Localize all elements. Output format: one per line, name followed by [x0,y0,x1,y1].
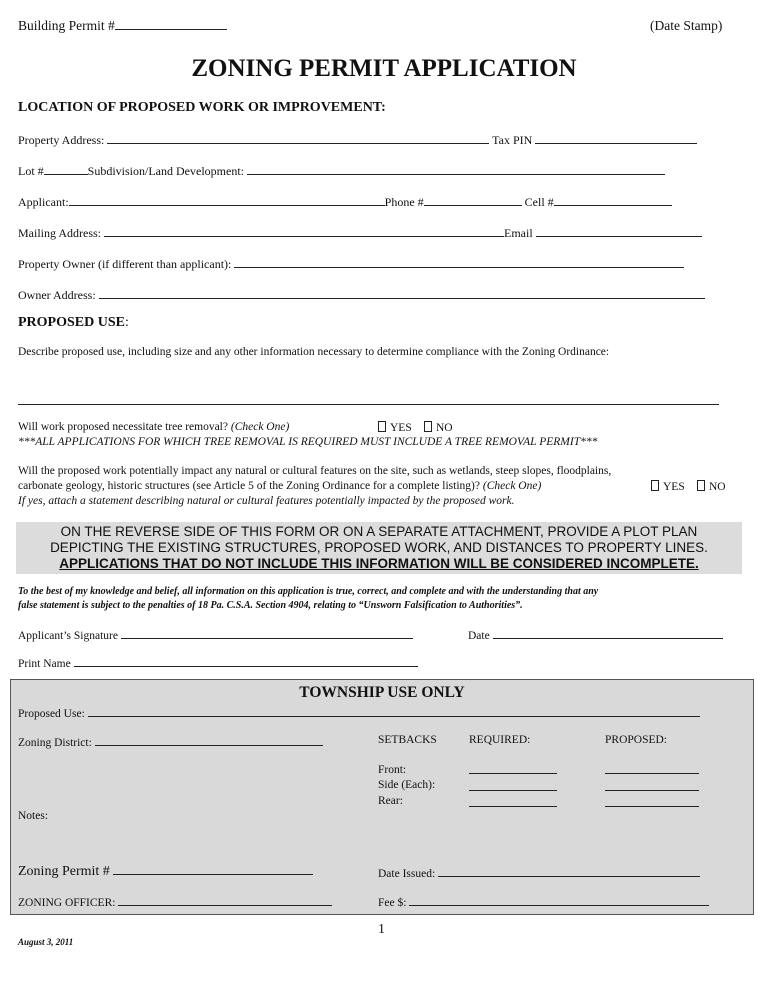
zoning-officer-field[interactable] [18,894,332,909]
impact-question-line1: Will the proposed work potentially impact any natural or cultural features on the site, such as wetlands, steep slopes, floodplains, [18,465,612,477]
rear-required-line[interactable] [469,806,557,807]
email-label: Email [504,226,533,240]
checkbox-icon[interactable] [651,480,659,491]
side-required-line[interactable] [469,790,557,791]
notice-line3: APPLICATIONS THAT DO NOT INCLUDE THIS INFORMATION WILL BE CONSIDERED INCOMPLETE. [59,556,699,571]
page-title: ZONING PERMIT APPLICATION [191,55,577,82]
lot-subdivision-field[interactable] [18,163,665,179]
date-issued-field[interactable] [378,865,700,880]
lot-label: Lot # [18,164,44,178]
property-address-field[interactable] [18,132,697,148]
zoning-officer-label: ZONING OFFICER: [18,897,116,909]
mailing-address-label: Mailing Address: [18,226,101,240]
owner-address-label: Owner Address: [18,288,96,302]
signature-date-field[interactable] [468,627,723,642]
tree-no-option[interactable]: NO [424,421,453,434]
township-proposed-use-field[interactable] [18,705,700,720]
proposed-label: PROPOSED: [605,734,667,746]
checkbox-icon[interactable] [697,480,705,491]
tax-pin-label: Tax PIN [492,133,533,147]
notice-line2: DEPICTING THE EXISTING STRUCTURES, PROPOSED WORK, AND DISTANCES TO PROPERTY LINES. [50,540,708,555]
rear-label: Rear: [378,795,403,807]
side-proposed-line[interactable] [605,790,699,791]
date-issued-label: Date Issued: [378,868,436,880]
certification-line1: To the best of my knowledge and belief, all information on this application is true, correct, and complete and with the understanding that any [18,586,599,597]
subdivision-label: Subdivision/Land Development: [87,164,244,178]
applicant-signature-field[interactable] [18,627,413,642]
describe-use-line[interactable] [18,404,719,405]
zoning-permit-label: Zoning Permit # [18,864,110,879]
tree-removal-note: ***ALL APPLICATIONS FOR WHICH TREE REMOVAL IS REQUIRED MUST INCLUDE A TREE REMOVAL PERMIT*** [18,436,598,448]
page-number: 1 [378,922,385,937]
property-owner-label: Property Owner (if different than applicant): [18,257,232,271]
checkbox-icon[interactable] [424,421,432,432]
impact-no-option[interactable]: NO [697,480,726,493]
front-required-line[interactable] [469,773,557,774]
applicant-field[interactable] [18,194,672,210]
notes-label: Notes: [18,810,49,822]
rear-proposed-line[interactable] [605,806,699,807]
fee-field[interactable] [378,894,709,909]
signature-label: Applicant’s Signature [18,630,118,642]
revision-date: August 3, 2011 [18,937,74,947]
print-name-field[interactable] [18,655,418,670]
date-stamp-label: (Date Stamp) [650,18,723,33]
cell-label: Cell # [524,195,554,209]
zoning-district-label: Zoning District: [18,737,92,749]
notice-line1: ON THE REVERSE SIDE OF THIS FORM OR ON A SEPARATE ATTACHMENT, PROVIDE A PLOT PLAN [60,524,698,539]
building-permit-label: Building Permit # [18,18,115,33]
mailing-address-field[interactable] [18,225,702,241]
property-address-label: Property Address: [18,133,105,147]
plot-plan-notice [16,522,742,574]
zoning-permit-field[interactable] [18,863,313,880]
fee-label: Fee $: [378,897,407,909]
certification-line2: false statement is subject to the penalties of 18 Pa. C.S.A. Section 4904, relating to “Unsworn Falsification to Authorities”. [18,600,523,611]
applicant-label: Applicant: [18,195,69,209]
location-heading: LOCATION OF PROPOSED WORK OR IMPROVEMENT: [18,100,386,115]
township-heading: TOWNSHIP USE ONLY [299,684,465,701]
required-label: REQUIRED: [469,734,531,746]
owner-address-field[interactable] [18,287,705,303]
zoning-district-field[interactable] [18,734,323,749]
building-permit-field[interactable] [18,18,227,34]
print-name-label: Print Name [18,658,71,670]
township-proposed-use-label: Proposed Use: [18,708,85,720]
setbacks-label: SETBACKS [378,734,437,746]
impact-note: If yes, attach a statement describing natural or cultural features potentially impacted by the proposed work. [18,495,515,507]
phone-label: Phone # [384,195,424,209]
front-proposed-line[interactable] [605,773,699,774]
describe-use-label: Describe proposed use, including size and any other information necessary to determine compliance with the Zoning Ordinance: [18,346,610,358]
property-owner-field[interactable] [18,256,684,272]
impact-question-line2: carbonate geology, historic structures (see Article 5 of the Zoning Ordinance for a complete listing)? (Check One) [18,480,542,492]
front-label: Front: [378,764,407,776]
checkbox-icon[interactable] [378,421,386,432]
side-label: Side (Each): [378,779,436,791]
impact-yes-option[interactable]: YES [651,480,685,493]
township-use-box [10,679,754,915]
tree-yes-option[interactable]: YES [378,421,412,434]
proposed-use-heading: PROPOSED USE: [18,315,129,330]
tree-removal-question: Will work proposed necessitate tree removal? (Check One) [18,421,290,433]
date-label: Date [468,630,490,642]
